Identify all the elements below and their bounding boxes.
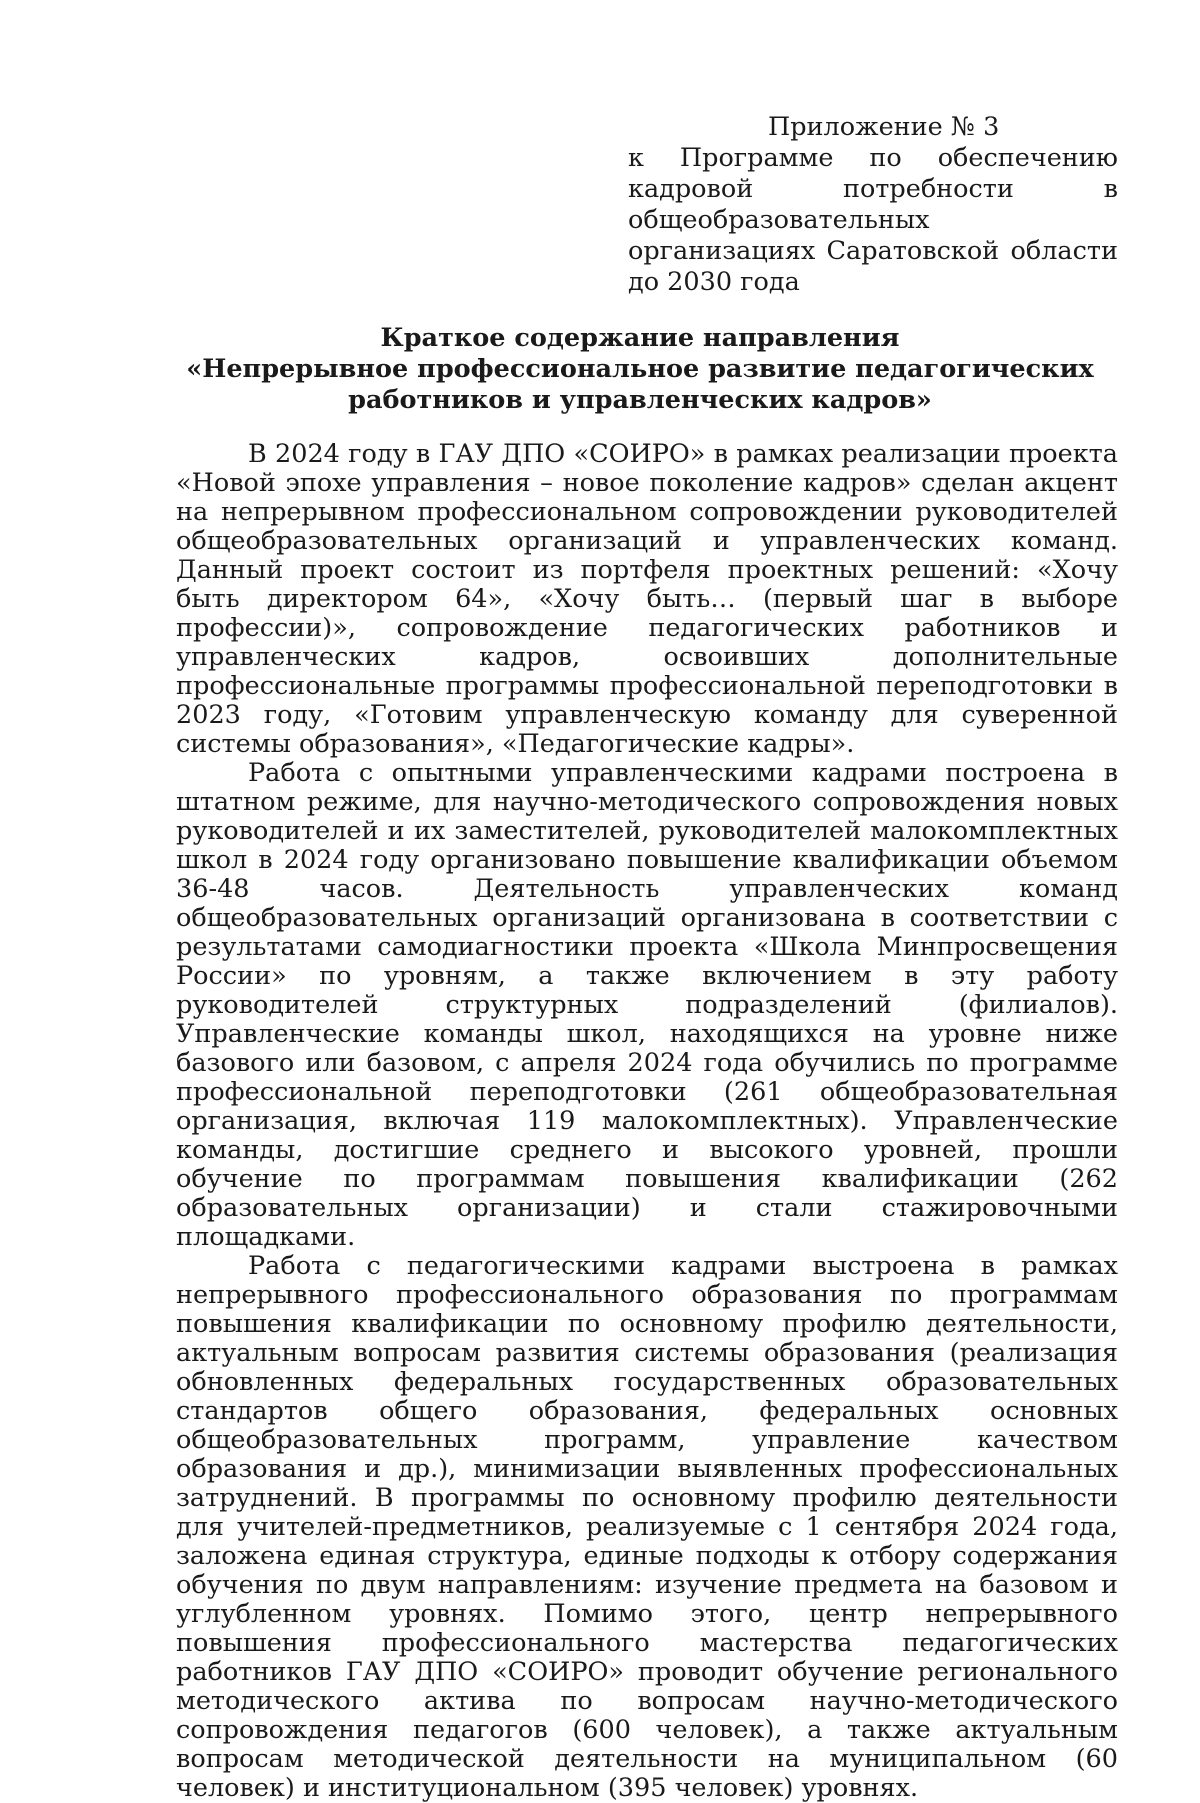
- paragraph-3: Работа с педагогическими кадрами выстроена в рамках непрерывного профессионального образования по программам повышения квалификации по основному профилю деятельности, актуальным вопросам развития системы образования (реализация обновленных федеральных государственных образовательных стандартов общего образования, федеральных основных общеобразовательных программ, управление качеством образования и др.), минимизации выявленных профессиональных затруднений. В программы по основному профилю деятельности для учителей-предметников, реализуемые с 1 сентября 2024 года, заложена единая структура, единые подходы к отбору содержания обучения по двум направлениям: изучение предмета на базовом и углубленном уровнях. Помимо этого, центр непрерывного повышения профессионального мастерства педагогических работников ГАУ ДПО «СОИРО» проводит обучение регионального методического актива по вопросам научно-методического сопровождения педагогов (600 человек), а также актуальным вопросам методической деятельности на муниципальном (60 человек) и институциональном (395 человек) уровнях.: [176, 1251, 1118, 1803]
- appendix-block: [628, 112, 1118, 298]
- heading-line-3: работников и управленческих кадров»: [348, 385, 932, 415]
- heading-line-2: «Непрерывное профессиональное развитие педагогических: [186, 354, 1094, 384]
- document-body: [176, 440, 1118, 1803]
- appendix-description: к Программе по обеспечению кадровой потребности в общеобразовательных организациях Саратовской области до 2030 года: [628, 143, 1118, 297]
- section-heading: [160, 323, 1120, 416]
- paragraph-2: Работа с опытными управленческими кадрами построена в штатном режиме, для научно-методического сопровождения новых руководителей и их заместителей, руководителей малокомплектных школ в 2024 году организовано повышение квалификации объемом 36-48 часов. Деятельность управленческих команд общеобразовательных организаций организована в соответствии с результатами самодиагностики проекта «Школа Минпросвещения России» по уровням, а также включением в эту работу руководителей структурных подразделений (филиалов). Управленческие команды школ, находящихся на уровне ниже базового или базовом, с апреля 2024 года обучились по программе профессиональной переподготовки (261 общеобразовательная организация, включая 119 малокомплектных). Управленческие команды, достигшие среднего и высокого уровней, прошли обучение по программам повышения квалификации (262 образовательных организации) и стали стажировочными площадками.: [176, 758, 1118, 1252]
- paragraph-1: В 2024 году в ГАУ ДПО «СОИРО» в рамках реализации проекта «Новой эпохе управления – новое поколение кадров» сделан акцент на непрерывном профессиональном сопровождении руководителей общеобразовательных организаций и управленческих команд. Данный проект состоит из портфеля проектных решений: «Хочу быть директором 64», «Хочу быть… (первый шаг в выборе профессии)», сопровождение педагогических работников и управленческих кадров, освоивших дополнительные профессиональные программы профессиональной переподготовки в 2023 году, «Готовим управленческую команду для суверенной системы образования», «Педагогические кадры».: [176, 439, 1118, 759]
- heading-line-1: Краткое содержание направления: [380, 323, 900, 353]
- appendix-title: Приложение № 3: [768, 112, 1000, 142]
